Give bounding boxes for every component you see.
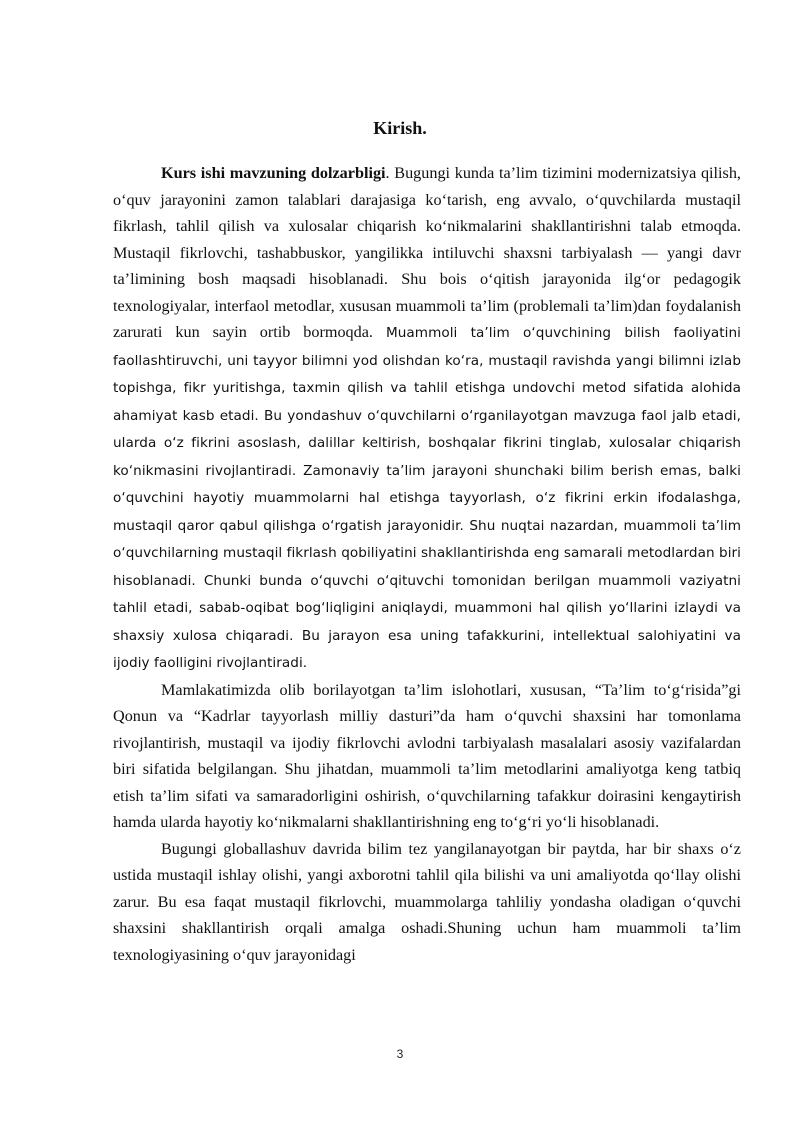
paragraph-sans-text: Muammoli ta’lim o‘quvchining bilish faoliyatini faollashtiruvchi, uni tayyor bilimni yod olishdan ko‘ra, mustaqil ravishda yangi bilimni izlab topishga, fikr yuritishga, taxmin qilish va tahlil etishga undovchi metod sifatida alohida ahamiyat kasb etadi. Bu yondashuv o‘quvchilarni o‘rganilayotgan mavzuga faol jalb etadi, ularda o‘z fikrini asoslash, dalillar keltirish, boshqalar fikrini tinglab, xulosalar chiqarish ko‘nikmasini rivojlantiradi. Zamonaviy ta’lim jarayoni shunchaki bilim berish emas, balki o‘quvchini hayotiy muammolarni hal etishga tayyorlash, o‘z fikrini erkin ifodalashga, mustaqil qaror qabul qilishga o‘rgatish jarayonidir. Shu nuqtai nazardan, muammoli ta’lim o‘quvchilarning mustaqil fikrlash qobiliyatini shakllantirishda eng samarali metodlardan biri hisoblanadi. Chunki bunda o‘quvchi o‘qituvchi tomonidan berilgan muammoli vaziyatni tahlil etadi, sabab-oqibat bog‘liqligini aniqlaydi, muammoni hal qilish yo‘llarini izlaydi va shaxsiy xulosa chiqaradi. Bu jarayon esa uning tafakkurini, intellektual salohiyatini va ijodiy faolligini rivojlantiradi. (113, 325, 741, 671)
document-body (113, 160, 741, 968)
paragraph-serif-text: . Bugungi kunda ta’lim tizimini modernizatsiya qilish, o‘quv jarayonini zamon talablari darajasiga ko‘tarish, eng avvalo, o‘quvchilarda mustaqil fikrlash, tahlil qilish va xulosalar chiqarish ko‘nikmalarini shakllantirishni talab etmoqda. Mustaqil fikrlovchi, tashabbuskor, yangilikka intiluvchi shaxsni tarbiyalash — yangi davr ta’limining bosh maqsadi hisoblanadi. Shu bois o‘qitish jarayonida ilg‘or pedagogik texnologiyalar, interfaol metodlar, xususan muammoli ta’lim (problemali ta’lim)dan foydalanish zarurati kun sayin ortib bormoqda. (113, 164, 741, 341)
section-title: Kirish. (373, 118, 427, 138)
paragraph-relevance (113, 160, 741, 677)
paragraph-globalization: Bugungi globallashuv davrida bilim tez yangilanayotgan bir paytda, har bir shaxs o‘z ustida mustaqil ishlay olishi, yangi axborotni tahlil qila bilishi va uni amaliyotda qo‘llay olishi zarur. Bu esa faqat mustaqil fikrlovchi, muammolarga tahliliy yondasha oladigan o‘quvchi shaxsini shakllantirish orqali amalga oshadi.Shuning uchun ham muammoli ta’lim texnologiyasining o‘quv jarayonidagi (113, 839, 741, 964)
page-number: 3 (396, 1047, 404, 1061)
paragraph-lead: Kurs ishi mavzuning dolzarbligi (161, 164, 386, 182)
paragraph-reforms: Mamlakatimizda olib borilayotgan ta’lim islohotlari, xususan, “Ta’lim to‘g‘risida”gi Qonun va “Kadrlar tayyorlash milliy dasturi”da ham o‘quvchi shaxsini har tomonlama rivojlantirish, mustaqil va ijodiy fikrlovchi avlodni tarbiyalash masalalari asosiy vazifalardan biri sifatida belgilangan. Shu jihatdan, muammoli ta’lim metodlarini amaliyotga keng tatbiq etish ta’lim sifati va samaradorligini oshirish, o‘quvchilarning tafakkur doirasini kengaytirish hamda ularda hayotiy ko‘nikmalarni shakllantirishning eng to‘g‘ri yo‘li hisoblanadi. (113, 680, 741, 831)
